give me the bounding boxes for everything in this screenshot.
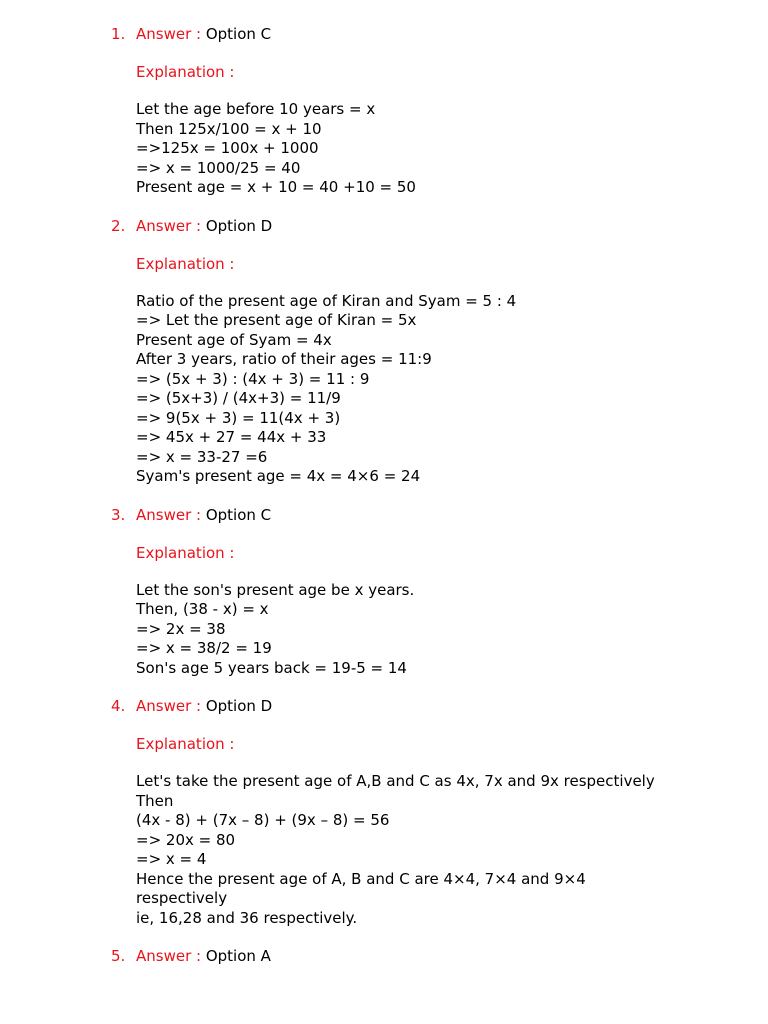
answer-heading [0,696,768,716]
answer-option: Option D [205,697,273,715]
explanation-line: Syam's present age = 4x = 4×6 = 24 [136,467,421,485]
explanation-line: After 3 years, ratio of their ages = 11:9 [136,350,432,368]
answer-label-text: Answer : [136,216,206,235]
answer-label [136,946,271,966]
explanation-line: => x = 1000/25 = 40 [136,158,301,177]
explanation-line: => x = 33-27 =6 [136,447,268,466]
explanation-line: Let's take the present age of A,B and C as 4x, 7x and 9x respectively [136,772,655,790]
explanation-title: Explanation : [136,735,235,753]
answer-label [136,696,272,716]
answer-item-5 [0,946,768,966]
answer-item-2 [0,216,768,505]
answer-number: 5. [111,947,126,965]
explanation-line: => 20x = 80 [136,830,236,849]
block-spacer [0,928,768,946]
answer-heading [0,24,768,44]
answer-option: Option C [205,25,272,43]
answer-option: Option A [205,947,271,965]
answer-item-1 [0,24,768,216]
answer-label [136,505,271,525]
explanation-title: Explanation : [136,63,235,81]
answer-label [136,216,272,236]
answer-label-text: Answer : [136,25,206,43]
explanation-line: respectively [136,889,228,907]
answer-number: 4. [111,697,126,715]
answer-number: 2. [111,216,126,235]
explanation-line: Then [136,791,174,810]
explanation-line: Then, (38 - x) = x [136,600,269,618]
answer-heading [0,505,768,525]
explanation-line: Son's age 5 years back = 19-5 = 14 [136,658,407,677]
answer-label [136,24,271,44]
answer-label-text: Answer : [136,947,206,965]
explanation-line: Hence the present age of A, B and C are 4×4, 7×4 and 9×4 [136,869,586,888]
explanation-line: => (5x+3) / (4x+3) = 11/9 [136,389,341,407]
explanation-body [136,772,696,928]
answer-item-4 [0,696,768,946]
explanation-title: Explanation : [136,543,235,562]
explanation-line: Ratio of the present age of Kiran and Syam = 5 : 4 [136,291,517,310]
explanation-line: => x = 38/2 = 19 [136,639,272,657]
explanation-line: Let the son's present age be x years. [136,580,415,599]
answer-number: 1. [111,25,126,43]
explanation-body [136,581,696,679]
explanation-body [136,100,696,198]
explanation-line: => x = 4 [136,850,207,868]
answer-heading [0,946,768,966]
block-spacer [0,678,768,696]
answer-option: Option D [205,216,273,235]
block-spacer [0,198,768,216]
answer-heading [0,216,768,236]
answer-list [0,24,768,966]
explanation-line: =>125x = 100x + 1000 [136,139,319,157]
answer-item-3 [0,505,768,697]
explanation-line: Present age = x + 10 = 40 +10 = 50 [136,178,416,196]
explanation-line: Then 125x/100 = x + 10 [136,119,322,138]
explanation-line: => (5x + 3) : (4x + 3) = 11 : 9 [136,369,370,388]
explanation-line: => 2x = 38 [136,619,226,638]
explanation-line: (4x - 8) + (7x – 8) + (9x – 8) = 56 [136,811,390,829]
block-spacer [0,487,768,505]
explanation-line: ie, 16,28 and 36 respectively. [136,908,358,927]
explanation-line: => 9(5x + 3) = 11(4x + 3) [136,408,341,427]
explanation-line: => 45x + 27 = 44x + 33 [136,428,327,446]
explanation-line: => Let the present age of Kiran = 5x [136,311,417,329]
explanation-line: Let the age before 10 years = x [136,100,376,118]
answer-label-text: Answer : [136,697,206,715]
answer-number: 3. [111,505,126,524]
answer-label-text: Answer : [136,505,206,524]
explanation-body [136,292,696,487]
explanation-title: Explanation : [136,254,235,273]
answer-option: Option C [205,505,272,524]
explanation-line: Present age of Syam = 4x [136,330,332,349]
